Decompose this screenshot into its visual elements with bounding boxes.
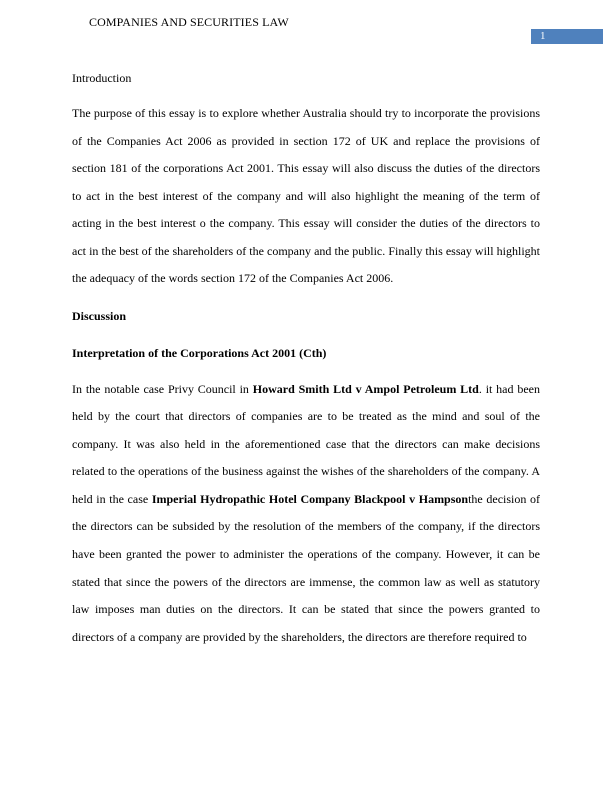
paragraph-text: the decision of the directors can be subsided by the resolution of the members of the company, if the directors have been granted the power to administer the operations of the company. However, it can be stated that since the powers of the directors are immense, the common law as well as statutory law imposes man duties on the directors. It can be stated that since the powers granted to directors of a company are provided by the shareholders, the directors are therefore required to xyxy=(72,491,540,644)
discussion-paragraph xyxy=(72,376,540,652)
page-number: 1 xyxy=(531,29,603,44)
paragraph-text: . it had been held by the court that directors of companies are to be treated as the mind and soul of the company. It was also held in the aforementioned case that the directors can make decisions related to the operations of the business against the wishes of the shareholders of the company. A held in the case xyxy=(72,381,540,506)
case-citation: Imperial Hydropathic Hotel Company Blackpool v Hampson xyxy=(151,491,469,506)
running-head: COMPANIES AND SECURITIES LAW xyxy=(89,15,289,29)
introduction-paragraph: The purpose of this essay is to explore whether Australia should try to incorporate the provisions of the Companies Act 2006 as provided in section 172 of UK and replace the provisions of section 181 of the corporations Act 2001. This essay will also discuss the duties of the directors to act in the best interest of the company and will also highlight the meaning of the term of acting in the best interest o the company. This essay will consider the duties of the directors to act in the best of the shareholders of the company and the public. Finally this essay will highlight the adequacy of the words section 172 of the Companies Act 2006. xyxy=(72,106,540,285)
document-body xyxy=(72,64,540,651)
discussion-heading: Discussion xyxy=(72,308,127,323)
case-citation: Howard Smith Ltd v Ampol Petroleum Ltd xyxy=(252,381,479,396)
interpretation-subheading: Interpretation of the Corporations Act 2001 (Cth) xyxy=(72,345,327,360)
paragraph-text: In the notable case Privy Council in xyxy=(72,381,253,396)
introduction-heading: Introduction xyxy=(72,71,132,85)
